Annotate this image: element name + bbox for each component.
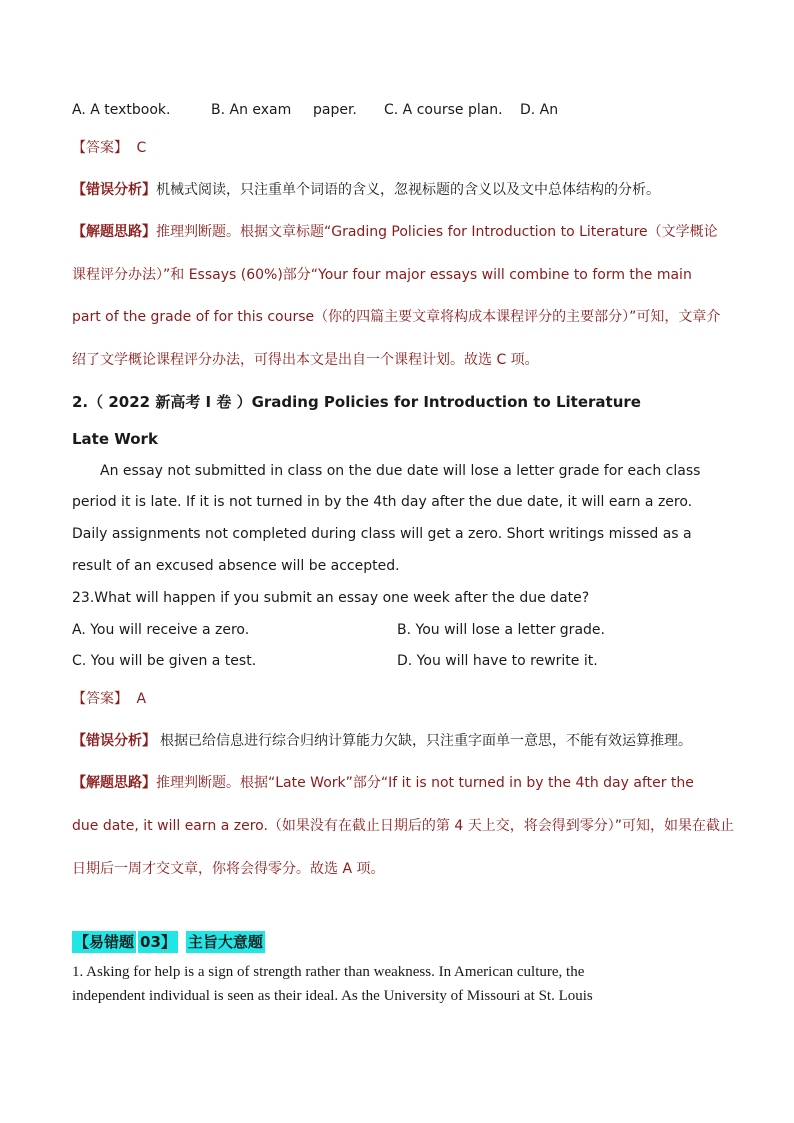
solution-2-line-1 bbox=[72, 773, 722, 793]
solution-1-line-2: 课程评分办法）”和 Essays (60%)部分“Your four major essays will combine to form the main bbox=[72, 267, 692, 283]
passage-subheading: Late Work bbox=[72, 430, 158, 448]
q-option-b: B. You will lose a letter grade. bbox=[397, 622, 605, 638]
solution-2-line-2: due date, it will earn a zero.（如果没有在截止日期后的第 4 天上交，将会得到零分）”可知，如果在截止 bbox=[72, 818, 734, 834]
option-b-cont: paper. bbox=[313, 102, 357, 118]
solution-text: 推理判断题。根据“Late Work”部分“If it is not turned in by the 4th day after the bbox=[156, 775, 694, 791]
passage3-line-2: independent individual is seen as their ideal. As the University of Missouri at St. Louis bbox=[72, 988, 593, 1004]
solution-1-line-3: part of the grade of for this course（你的四篇主要文章将构成本课程评分的主要部分）”可知，文章介 bbox=[72, 309, 721, 325]
solution-2-line-3: 日期后一周才交文章，你将会得零分。故选 A 项。 bbox=[72, 861, 385, 877]
error-analysis-1 bbox=[72, 180, 660, 200]
error-analysis-2 bbox=[72, 731, 692, 751]
error-tag: 【错误分析】 bbox=[72, 182, 156, 198]
section-tag-part2: 03】 bbox=[140, 933, 176, 951]
section-title: 主旨大意题 bbox=[187, 933, 263, 951]
document-page bbox=[72, 0, 734, 1123]
option-d: D. An bbox=[520, 102, 559, 118]
solution-text: 推理判断题。根据文章标题“Grading Policies for Introduction to Literature（文学概论 bbox=[156, 224, 718, 240]
question-text: 23.What will happen if you submit an essay one week after the due date? bbox=[72, 590, 590, 606]
passage-line-4: result of an excused absence will be accepted. bbox=[72, 558, 400, 574]
option-a: A. A textbook. bbox=[72, 102, 171, 118]
answer-value: C bbox=[136, 140, 147, 156]
option-b: B. An exam bbox=[211, 102, 292, 118]
answer-tag: 【答案】 bbox=[72, 691, 128, 707]
option-c: C. A course plan. bbox=[384, 102, 503, 118]
section-heading bbox=[72, 932, 265, 952]
section-tag-part1: 【易错题 bbox=[74, 933, 135, 951]
error-tag: 【错误分析】 bbox=[72, 733, 156, 749]
solution-tag: 【解题思路】 bbox=[72, 775, 156, 791]
answer-tag: 【答案】 bbox=[72, 140, 128, 156]
q-option-a: A. You will receive a zero. bbox=[72, 622, 250, 638]
answer-line-1 bbox=[72, 138, 146, 158]
error-text: 机械式阅读，只注重单个词语的含义，忽视标题的含义以及文中总体结构的分析。 bbox=[156, 182, 660, 198]
solution-1-line-1 bbox=[72, 222, 722, 242]
answer-line-2 bbox=[72, 689, 146, 709]
passage-line-2: period it is late. If it is not turned in by the 4th day after the due date, it will earn a zero. bbox=[72, 494, 693, 510]
q-option-c: C. You will be given a test. bbox=[72, 653, 257, 669]
passage3-line-1: 1. Asking for help is a sign of strength rather than weakness. In American culture, the bbox=[72, 964, 585, 980]
solution-tag: 【解题思路】 bbox=[72, 224, 156, 240]
error-text: 根据已给信息进行综合归纳计算能力欠缺，只注重字面单一意思，不能有效运算推理。 bbox=[160, 733, 692, 749]
passage-line-3: Daily assignments not completed during class will get a zero. Short writings missed as a bbox=[72, 526, 692, 542]
solution-1-line-4: 绍了文学概论课程评分办法，可得出本文是出自一个课程计划。故选 C 项。 bbox=[72, 352, 539, 368]
passage-line-1: An essay not submitted in class on the due date will lose a letter grade for each class bbox=[100, 463, 701, 479]
q-option-d: D. You will have to rewrite it. bbox=[397, 653, 598, 669]
question-heading: 2.（ 2022 新高考 I 卷 ）Grading Policies for Introduction to Literature bbox=[72, 393, 641, 411]
answer-value: A bbox=[136, 691, 147, 707]
